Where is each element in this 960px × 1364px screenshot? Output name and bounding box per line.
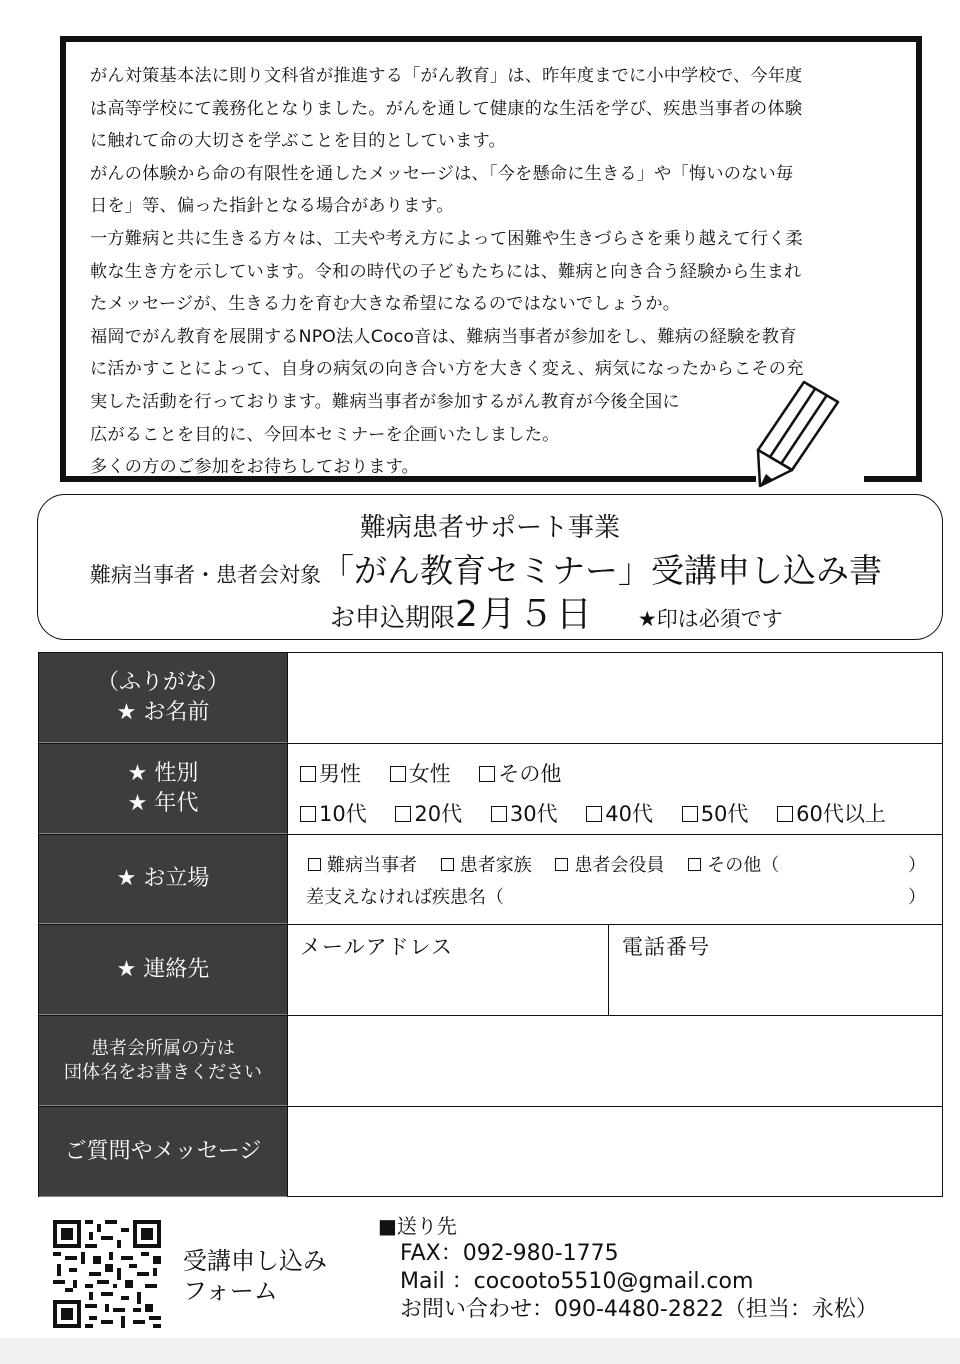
deadline-label: お申込期限 [330,603,456,632]
message-label: ご質問やメッセージ [39,1107,287,1197]
checkbox[interactable] [688,858,701,871]
gender-age-field [287,744,942,834]
checkbox[interactable] [777,806,793,822]
send-heading: ■送り先 [378,1214,457,1238]
contact-label: ★ 連絡先 [39,925,287,1015]
intro-line: 多くの方のご参加をお待ちしております。 [90,457,419,478]
intro-line: 実した活動を行っております。難病当事者が参加するがん教育が今後全国に [90,391,680,412]
qr-label [183,1246,327,1306]
gender-option[interactable]: 男性 [300,762,361,786]
age-option[interactable]: 40代 [586,802,653,826]
position-row [39,835,942,925]
deadline [330,595,783,639]
name-field[interactable] [287,653,942,743]
name-row [39,653,942,744]
name-label-text: ★ お名前 [116,699,210,725]
intro-line: は高等学校にて義務化となりました。がんを通して健康的な生活を学び、疾患当事者の体験 [90,98,803,119]
checkbox[interactable] [300,806,316,822]
age-option[interactable]: 60代以上 [777,802,886,826]
checkbox[interactable] [390,766,406,782]
group-label [39,1016,287,1106]
bottom-band [0,1338,960,1364]
age-label: ★ 年代 [127,790,199,816]
disease-close-paren: ） [908,887,926,908]
group-name-field[interactable] [287,1016,942,1106]
gender-options [300,758,583,788]
checkbox[interactable] [555,858,568,871]
form-title [90,547,882,599]
intro-line: 一方難病と共に生きる方々は、工夫や考え方によって困難や生きづらさを乗り越えて行く柔 [90,228,803,249]
disease-name-label: 差支えなければ疾患名（ [306,887,504,908]
fax-number: FAX：092-980-1775 [400,1241,619,1266]
gender-option[interactable]: 女性 [390,762,451,786]
position-option[interactable]: 難病当事者 [308,855,417,876]
position-options [308,851,797,877]
intro-line: 軟な生き方を示しています。令和の時代の子どもたちには、難病と向き合う経験から生まれ [90,261,802,282]
checkbox[interactable] [441,858,454,871]
form-header [37,494,943,640]
group-label-line1: 患者会所属の方は [91,1037,235,1059]
age-option[interactable]: 20代 [395,802,462,826]
qr-code-icon[interactable] [53,1220,161,1328]
intro-line: に活かすことによって、自身の病気の向き合い方を大きく変え、病気になったからこその充 [90,359,804,380]
message-field[interactable] [287,1107,942,1197]
pencil-icon [752,378,844,490]
deadline-date: 2月５日 [455,594,594,635]
checkbox[interactable] [300,766,316,782]
checkbox[interactable] [682,806,698,822]
gender-age-label [39,744,287,834]
checkbox[interactable] [395,806,411,822]
qr-label-line1: 受講申し込み [183,1247,327,1275]
intro-line: がんの体験から命の有限性を通したメッセージは、「今を懸命に生きる」や「悔いのない毎 [90,163,794,184]
group-row [39,1016,942,1107]
required-note: ★印は必須です [637,607,783,631]
name-label [39,653,287,743]
group-label-line2: 団体名をお書きください [64,1061,262,1083]
checkbox[interactable] [479,766,495,782]
email-label: メールアドレス [300,935,453,959]
intro-line: 福岡でがん教育を展開するNPO法人Coco音は、難病当事者が参加をし、難病の経験を教育 [90,326,797,347]
phone-label: 電話番号 [622,935,710,959]
age-options [300,798,886,828]
gender-label: ★ 性別 [127,760,199,786]
intro-line: 広がることを目的に、今回本セミナーを企画いたしました。 [90,424,560,445]
age-option[interactable]: 50代 [682,802,749,826]
gender-option[interactable]: その他 [479,762,561,786]
checkbox[interactable] [491,806,507,822]
intro-line: がん対策基本法に則り文科省が推進する「がん教育」は、昨年度までに小中学校で、今年度 [90,66,803,86]
contact-field [287,925,942,1015]
other-close-paren: ） [908,855,926,876]
message-row [39,1107,942,1197]
application-form [38,652,943,1197]
email-address[interactable]: Mail ：cocooto5510@gmail.com [400,1269,754,1294]
furigana-label: （ふりがな） [96,669,229,695]
position-field [287,835,942,924]
age-option[interactable]: 10代 [300,802,367,826]
age-option[interactable]: 30代 [491,802,558,826]
checkbox[interactable] [308,858,321,871]
position-label: ★ お立場 [39,835,287,924]
position-option[interactable]: 患者会役員 [555,855,664,876]
inquiry-phone: お問い合わせ：090-4480-2822（担当：永松） [400,1297,878,1322]
intro-line: に触れて命の大切さを学ぶことを目的としています。 [90,131,506,152]
contact-row [39,925,942,1016]
gender-age-row [39,744,942,835]
position-option[interactable]: その他（ [688,855,779,876]
seminar-name: 「がん教育セミナー」 [321,551,651,590]
send-details [400,1240,878,1324]
checkbox[interactable] [586,806,602,822]
program-title: 難病患者サポート事業 [359,513,620,543]
qr-label-line2: フォーム [183,1277,278,1305]
intro-line: 日を」等、偏った指針となる場合があります。 [90,196,454,217]
contact-divider [608,925,609,1015]
audience-label: 難病当事者・患者会対象 [90,563,321,587]
position-option[interactable]: 患者家族 [441,855,532,876]
form-name: 受講申し込み書 [651,551,882,590]
intro-line: たメッセージが、生きる力を育む大きな希望になるのではないでしょうか。 [90,294,681,315]
